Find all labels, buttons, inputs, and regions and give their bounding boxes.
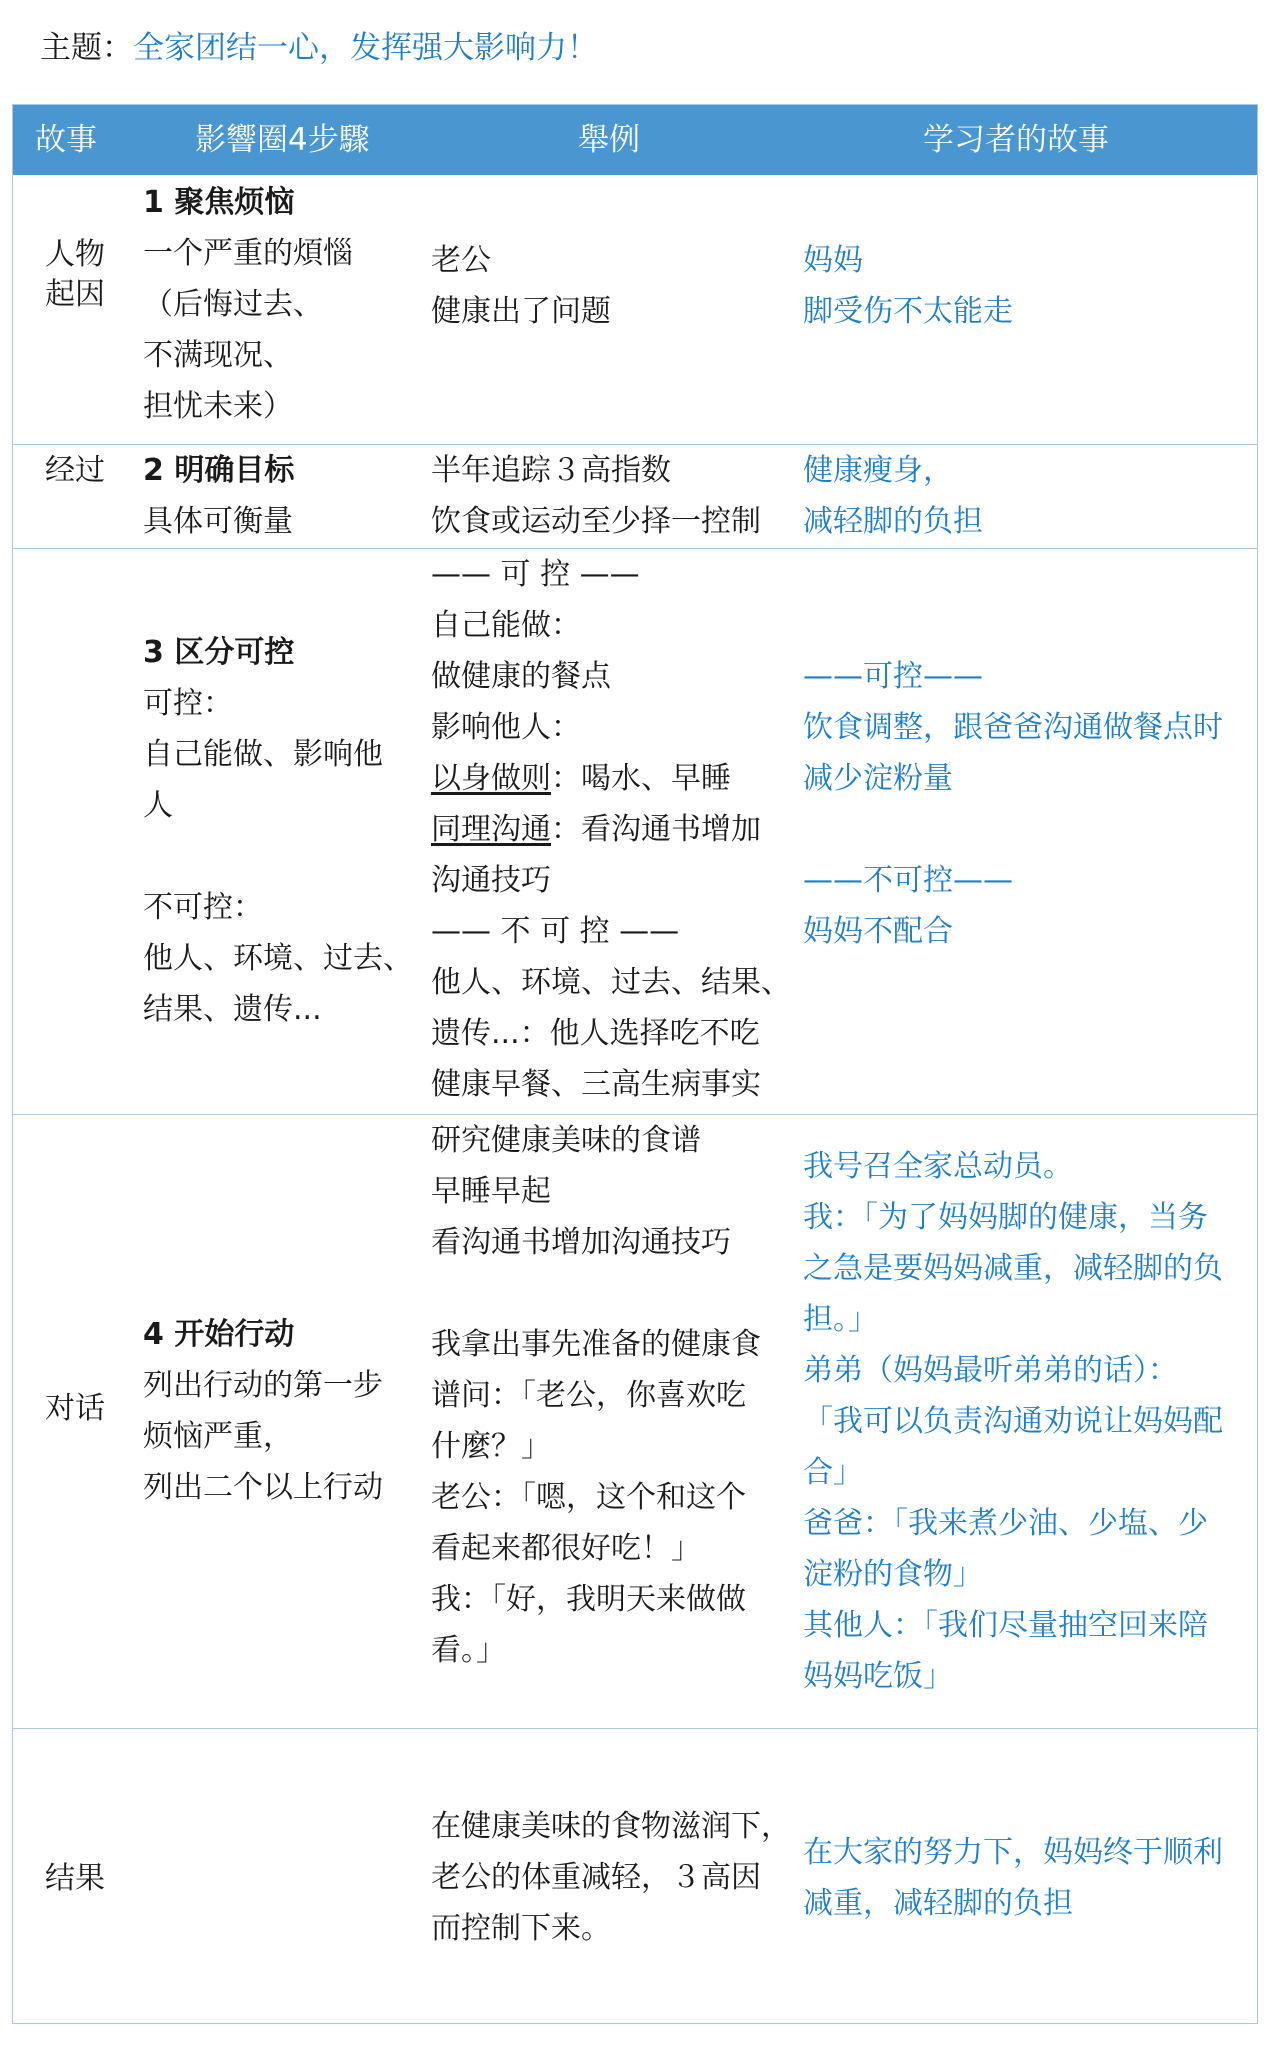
table-row [13, 549, 1257, 1115]
title-label: 主题： [40, 30, 133, 66]
table-row [13, 175, 1257, 445]
learner-cell: 妈妈 脚受伤不太能走 [803, 243, 1013, 329]
step-cell: 2 明确目标 具体可衡量 [143, 445, 433, 547]
step-title: 1 聚焦烦恼 [143, 185, 295, 220]
example-cell: 在健康美味的食物滋润下， 老公的体重减轻，３高因 而控制下来。 [431, 1809, 791, 1946]
title-theme: 全家团结一心，发挥强大影响力！ [133, 30, 598, 66]
learner-cell: 在大家的努力下，妈妈终于顺利 减重，减轻脚的负担 [803, 1835, 1223, 1921]
step-cell: 1 聚焦烦恼 一个严重的煩惱 （后悔过去、 不满现况、 担忧未来） [143, 177, 433, 432]
table-row [13, 1115, 1257, 1729]
learner-cell: 健康瘦身， 减轻脚的负担 [803, 453, 983, 539]
table-header [13, 105, 1257, 175]
step-title: 3 区分可控 [143, 635, 295, 670]
page-title [40, 26, 598, 70]
step-cell: 4 开始行动 列出行动的第一步 烦恼严重， 列出二个以上行动 [143, 1309, 433, 1513]
story-cell: 人物 起因 [45, 237, 105, 312]
table-row [13, 445, 1257, 549]
step-cell: 3 区分可控 可控： 自己能做、影响他 人 不可控： 他人、环境、过去、 结果、遗传... [143, 627, 433, 1035]
learner-cell: 我号召全家总动员。 我：「为了妈妈脚的健康，当务 之急是要妈妈减重，减轻脚的负 担。」 弟弟（妈妈最听弟弟的话）： 「我可以负责沟通劝说让妈妈配 合」 爸爸：「我来煮少油、少塩、少 淀粉的食物」 其他人：「我们尽量抽空回来陪 妈妈吃饭」 [803, 1149, 1223, 1694]
example-cell: 研究健康美味的食谱 早睡早起 看沟通书增加沟通技巧 我拿出事先准备的健康食 谱问：「老公，你喜欢吃 什麼？」 老公：「嗯，这个和这个 看起来都很好吃！」 我：「好，我明天来做做 看。」 [431, 1123, 761, 1668]
header-example: 舉例 [578, 122, 640, 158]
story-cell: 经过 [45, 453, 105, 488]
example-cell: —— 可 控 —— 自己能做： 做健康的餐点 影响他人： 以身做则：喝水、早睡 同理沟通：看沟通书增加 沟通技巧 —— 不 可 控 —— 他人、环境、过去、结果、 遗传...：他人选择吃不吃 健康早餐、三高生病事实 [431, 557, 791, 1102]
story-cell: 对话 [45, 1391, 105, 1426]
header-steps: 影響圈4步驟 [195, 122, 370, 158]
table-row [13, 1729, 1257, 2025]
example-cell: 老公 健康出了问题 [431, 243, 611, 329]
step-title: 2 明确目标 [143, 453, 295, 488]
step-title: 4 开始行动 [143, 1317, 295, 1352]
header-story: 故事 [35, 122, 97, 158]
example-cell: 半年追踪３高指数 饮食或运动至少择一控制 [431, 453, 761, 539]
header-learner-story: 学习者的故事 [923, 122, 1109, 158]
learner-cell: ——可控—— 饮食调整，跟爸爸沟通做餐点时 减少淀粉量 ——不可控—— 妈妈不配合 [803, 659, 1223, 949]
story-cell: 结果 [45, 1861, 105, 1896]
story-table [12, 104, 1258, 2024]
